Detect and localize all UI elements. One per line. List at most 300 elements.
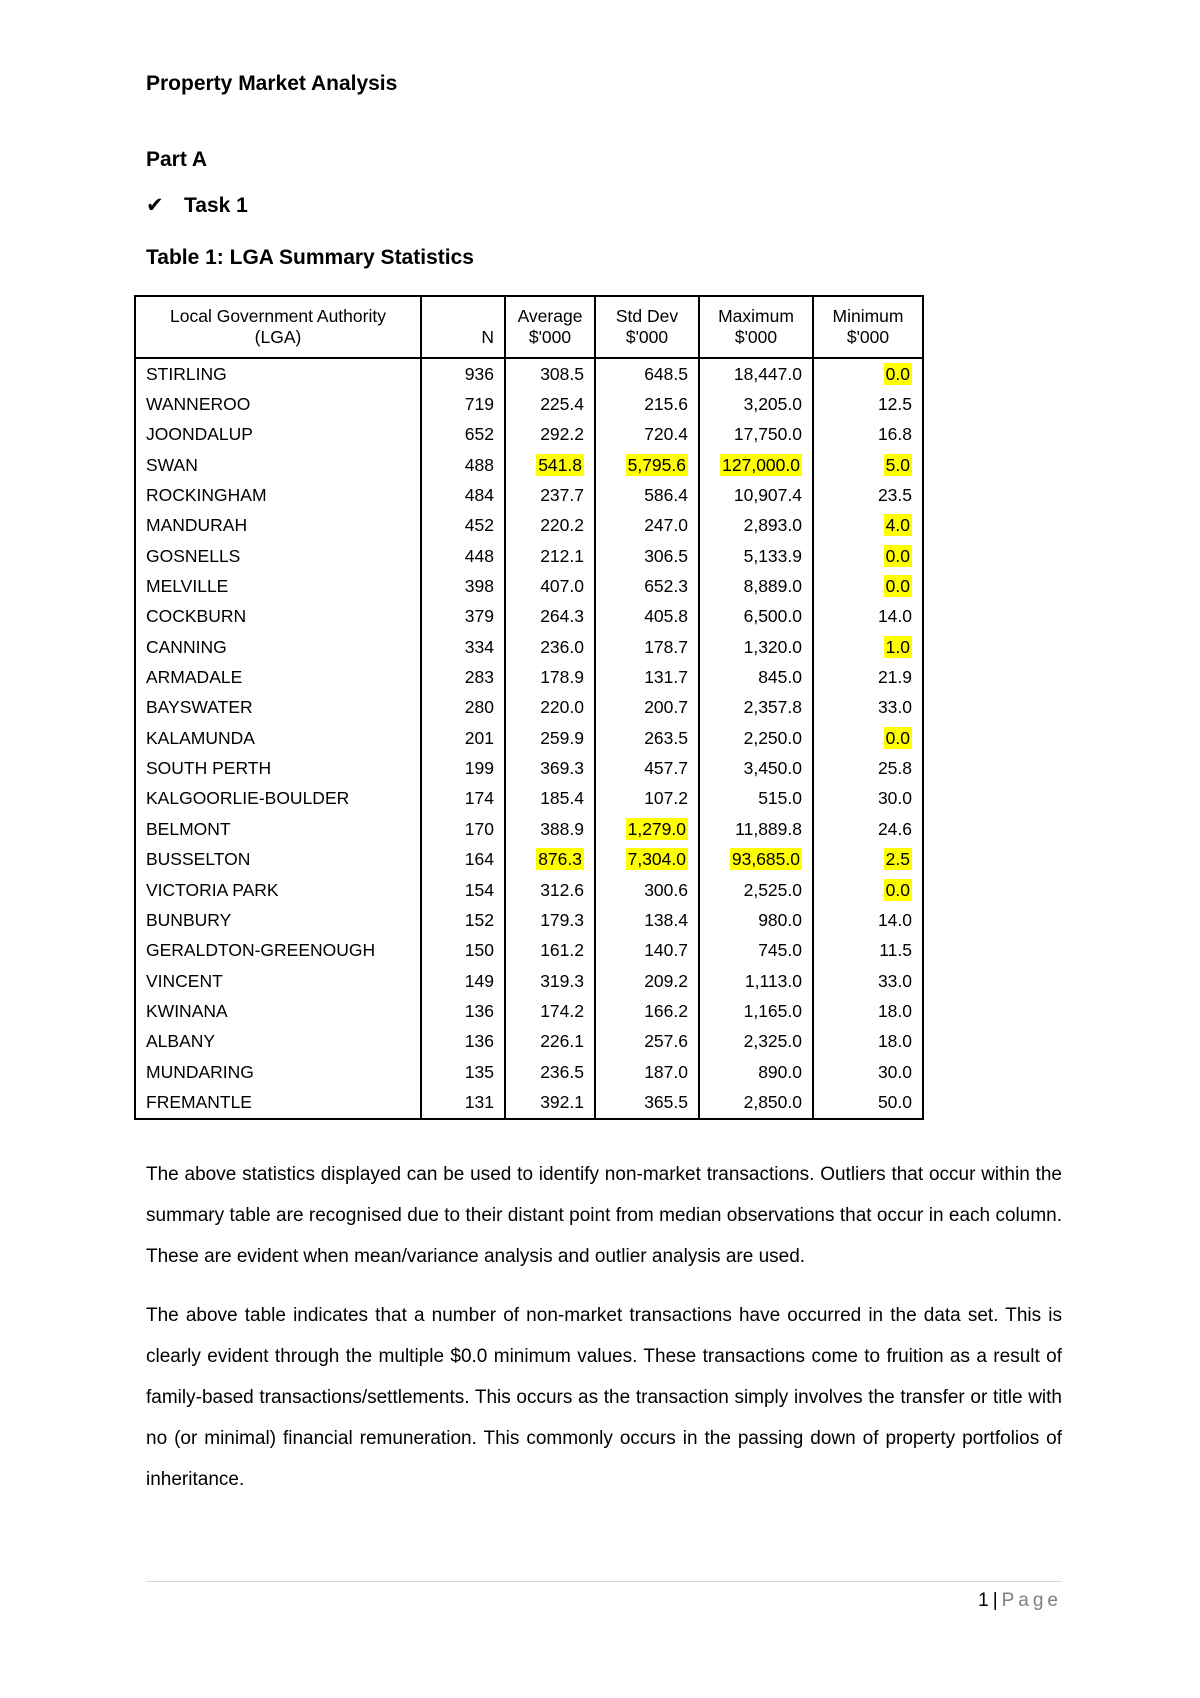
cell-lga bbox=[135, 784, 421, 814]
cell-minimum bbox=[813, 632, 923, 662]
cell-maximum-value: 745.0 bbox=[758, 940, 802, 961]
cell-average bbox=[505, 1027, 595, 1057]
cell-n bbox=[421, 480, 505, 510]
cell-average bbox=[505, 389, 595, 419]
cell-minimum-value: 30.0 bbox=[877, 788, 912, 809]
page-label: Page bbox=[1001, 1590, 1062, 1611]
cell-maximum-value: 11,889.8 bbox=[735, 818, 802, 839]
cell-n bbox=[421, 1087, 505, 1118]
cell-average bbox=[505, 723, 595, 753]
cell-maximum-value: 17,750.0 bbox=[733, 424, 802, 445]
table-row bbox=[135, 693, 923, 723]
cell-std-dev bbox=[595, 358, 699, 389]
cell-minimum bbox=[813, 358, 923, 389]
cell-n bbox=[421, 541, 505, 571]
part-heading: Part A bbox=[146, 148, 208, 171]
cell-maximum-value: 2,357.8 bbox=[743, 697, 802, 718]
cell-maximum bbox=[699, 936, 813, 966]
cell-minimum-value: 12.5 bbox=[877, 394, 912, 415]
cell-maximum bbox=[699, 693, 813, 723]
cell-lga-value: WANNEROO bbox=[146, 394, 251, 415]
cell-average-value: 174.2 bbox=[540, 1000, 584, 1021]
table-row bbox=[135, 784, 923, 814]
cell-lga bbox=[135, 602, 421, 632]
lga-summary-table bbox=[134, 295, 924, 1120]
cell-n-value: 136 bbox=[464, 1031, 494, 1052]
cell-minimum-value: 50.0 bbox=[877, 1091, 912, 1112]
cell-std-dev-value: 247.0 bbox=[644, 515, 688, 536]
header-average-unit: $'000 bbox=[505, 327, 595, 358]
cell-minimum bbox=[813, 541, 923, 571]
cell-average-value: 876.3 bbox=[538, 849, 582, 870]
cell-n bbox=[421, 602, 505, 632]
task-heading bbox=[146, 193, 248, 218]
cell-maximum bbox=[699, 571, 813, 601]
table-header-row bbox=[135, 296, 923, 327]
cell-average-value: 178.9 bbox=[540, 667, 584, 688]
cell-n bbox=[421, 996, 505, 1026]
cell-average-value: 226.1 bbox=[540, 1031, 584, 1052]
cell-average bbox=[505, 693, 595, 723]
cell-n-value: 131 bbox=[464, 1091, 494, 1112]
cell-lga-value: ALBANY bbox=[146, 1031, 216, 1052]
cell-std-dev-value: 209.2 bbox=[644, 970, 688, 991]
cell-average bbox=[505, 420, 595, 450]
cell-n bbox=[421, 1057, 505, 1087]
cell-maximum-value: 1,320.0 bbox=[743, 636, 802, 657]
cell-std-dev-value: 200.7 bbox=[644, 697, 688, 718]
cell-average bbox=[505, 996, 595, 1026]
cell-lga bbox=[135, 632, 421, 662]
cell-std-dev-value: 215.6 bbox=[644, 394, 688, 415]
cell-lga bbox=[135, 571, 421, 601]
header-lga-abbrev: (LGA) bbox=[135, 327, 421, 358]
cell-average bbox=[505, 450, 595, 480]
table-row bbox=[135, 662, 923, 692]
cell-n bbox=[421, 693, 505, 723]
cell-n-value: 452 bbox=[464, 515, 494, 536]
cell-minimum-value: 24.6 bbox=[877, 818, 912, 839]
cell-minimum-value: 18.0 bbox=[877, 1031, 912, 1052]
cell-lga-value: KALAMUNDA bbox=[146, 727, 255, 748]
cell-lga bbox=[135, 1057, 421, 1087]
cell-std-dev-value: 405.8 bbox=[644, 606, 688, 627]
cell-minimum bbox=[813, 1087, 923, 1118]
cell-lga bbox=[135, 936, 421, 966]
table-row bbox=[135, 905, 923, 935]
cell-minimum-value: 1.0 bbox=[885, 636, 910, 657]
cell-std-dev-value: 5,795.6 bbox=[627, 454, 686, 475]
cell-average bbox=[505, 571, 595, 601]
cell-lga-value: FREMANTLE bbox=[146, 1091, 252, 1112]
cell-lga bbox=[135, 845, 421, 875]
cell-minimum-value: 0.0 bbox=[885, 727, 910, 748]
cell-average bbox=[505, 632, 595, 662]
table-row bbox=[135, 511, 923, 541]
cell-std-dev-value: 263.5 bbox=[644, 727, 688, 748]
cell-maximum-value: 515.0 bbox=[758, 788, 802, 809]
cell-minimum bbox=[813, 693, 923, 723]
cell-n-value: 379 bbox=[464, 606, 494, 627]
cell-average-value: 161.2 bbox=[540, 940, 584, 961]
cell-std-dev bbox=[595, 814, 699, 844]
cell-average-value: 308.5 bbox=[540, 363, 584, 384]
cell-minimum bbox=[813, 996, 923, 1026]
cell-std-dev-value: 178.7 bbox=[644, 636, 688, 657]
cell-minimum-value: 0.0 bbox=[885, 363, 910, 384]
cell-std-dev-value: 131.7 bbox=[644, 667, 688, 688]
cell-lga bbox=[135, 693, 421, 723]
cell-std-dev bbox=[595, 875, 699, 905]
cell-average bbox=[505, 1057, 595, 1087]
cell-std-dev-value: 1,279.0 bbox=[627, 818, 686, 839]
header-lga: Local Government Authority bbox=[135, 296, 421, 327]
cell-average bbox=[505, 541, 595, 571]
cell-maximum-value: 2,525.0 bbox=[743, 879, 802, 900]
cell-minimum bbox=[813, 662, 923, 692]
cell-maximum bbox=[699, 966, 813, 996]
cell-lga-value: STIRLING bbox=[146, 363, 227, 384]
header-std-dev-unit: $'000 bbox=[595, 327, 699, 358]
cell-std-dev bbox=[595, 905, 699, 935]
cell-n bbox=[421, 875, 505, 905]
footer-separator: | bbox=[992, 1590, 998, 1611]
cell-std-dev bbox=[595, 632, 699, 662]
cell-maximum-value: 3,450.0 bbox=[743, 758, 802, 779]
page-number: 1 bbox=[978, 1590, 989, 1611]
table-header-row-units bbox=[135, 327, 923, 358]
cell-lga-value: KALGOORLIE-BOULDER bbox=[146, 788, 350, 809]
page-footer bbox=[146, 1590, 1062, 1612]
cell-std-dev bbox=[595, 389, 699, 419]
cell-n-value: 135 bbox=[464, 1061, 494, 1082]
cell-std-dev bbox=[595, 753, 699, 783]
cell-average-value: 179.3 bbox=[540, 909, 584, 930]
cell-average-value: 264.3 bbox=[540, 606, 584, 627]
cell-n-value: 150 bbox=[464, 940, 494, 961]
cell-maximum bbox=[699, 511, 813, 541]
cell-maximum bbox=[699, 1027, 813, 1057]
cell-average bbox=[505, 662, 595, 692]
task-label: Task 1 bbox=[184, 194, 248, 217]
cell-lga-value: BELMONT bbox=[146, 818, 231, 839]
cell-average bbox=[505, 1087, 595, 1118]
table-row bbox=[135, 966, 923, 996]
cell-minimum bbox=[813, 602, 923, 632]
cell-n-value: 174 bbox=[464, 788, 494, 809]
cell-n-value: 199 bbox=[464, 758, 494, 779]
cell-minimum bbox=[813, 936, 923, 966]
cell-maximum bbox=[699, 358, 813, 389]
cell-average bbox=[505, 511, 595, 541]
cell-n-value: 283 bbox=[464, 667, 494, 688]
cell-n-value: 170 bbox=[464, 818, 494, 839]
cell-minimum-value: 18.0 bbox=[877, 1000, 912, 1021]
cell-minimum-value: 0.0 bbox=[885, 545, 910, 566]
cell-n-value: 484 bbox=[464, 485, 494, 506]
cell-minimum bbox=[813, 571, 923, 601]
cell-n-value: 149 bbox=[464, 970, 494, 991]
cell-lga-value: ROCKINGHAM bbox=[146, 485, 267, 506]
cell-std-dev bbox=[595, 784, 699, 814]
cell-minimum-value: 21.9 bbox=[877, 667, 912, 688]
cell-lga bbox=[135, 723, 421, 753]
cell-lga bbox=[135, 511, 421, 541]
cell-lga bbox=[135, 358, 421, 389]
cell-maximum bbox=[699, 602, 813, 632]
cell-n-value: 719 bbox=[464, 394, 494, 415]
table-row bbox=[135, 420, 923, 450]
cell-std-dev bbox=[595, 602, 699, 632]
cell-lga bbox=[135, 905, 421, 935]
cell-n bbox=[421, 784, 505, 814]
cell-maximum bbox=[699, 662, 813, 692]
cell-lga bbox=[135, 1087, 421, 1118]
cell-n bbox=[421, 358, 505, 389]
cell-lga bbox=[135, 996, 421, 1026]
cell-minimum bbox=[813, 966, 923, 996]
header-std-dev: Std Dev bbox=[595, 296, 699, 327]
cell-n-value: 154 bbox=[464, 879, 494, 900]
table-row bbox=[135, 541, 923, 571]
cell-maximum bbox=[699, 450, 813, 480]
cell-minimum-value: 25.8 bbox=[877, 758, 912, 779]
cell-n-value: 488 bbox=[464, 454, 494, 475]
cell-n bbox=[421, 632, 505, 662]
cell-minimum-value: 33.0 bbox=[877, 970, 912, 991]
cell-maximum bbox=[699, 784, 813, 814]
cell-n bbox=[421, 723, 505, 753]
cell-std-dev-value: 652.3 bbox=[644, 576, 688, 597]
cell-lga-value: BAYSWATER bbox=[146, 697, 253, 718]
cell-maximum bbox=[699, 420, 813, 450]
cell-average bbox=[505, 905, 595, 935]
cell-minimum bbox=[813, 784, 923, 814]
cell-std-dev-value: 300.6 bbox=[644, 879, 688, 900]
cell-average bbox=[505, 936, 595, 966]
cell-average bbox=[505, 845, 595, 875]
cell-minimum bbox=[813, 845, 923, 875]
cell-minimum-value: 5.0 bbox=[885, 454, 910, 475]
cell-maximum bbox=[699, 632, 813, 662]
cell-std-dev bbox=[595, 1087, 699, 1118]
cell-std-dev-value: 138.4 bbox=[644, 909, 688, 930]
cell-n-value: 136 bbox=[464, 1000, 494, 1021]
cell-n bbox=[421, 511, 505, 541]
cell-lga-value: CANNING bbox=[146, 636, 227, 657]
cell-average-value: 220.0 bbox=[540, 697, 584, 718]
cell-minimum-value: 0.0 bbox=[885, 879, 910, 900]
cell-average-value: 212.1 bbox=[540, 545, 584, 566]
footer-divider bbox=[146, 1581, 1062, 1582]
table-row bbox=[135, 632, 923, 662]
cell-maximum bbox=[699, 875, 813, 905]
cell-lga bbox=[135, 389, 421, 419]
cell-minimum bbox=[813, 1027, 923, 1057]
cell-n-value: 152 bbox=[464, 909, 494, 930]
cell-maximum-value: 18,447.0 bbox=[733, 363, 802, 384]
cell-minimum-value: 14.0 bbox=[877, 606, 912, 627]
cell-maximum-value: 127,000.0 bbox=[722, 454, 800, 475]
cell-average bbox=[505, 875, 595, 905]
cell-maximum-value: 2,850.0 bbox=[743, 1091, 802, 1112]
cell-average bbox=[505, 814, 595, 844]
cell-lga bbox=[135, 814, 421, 844]
cell-minimum bbox=[813, 420, 923, 450]
cell-minimum-value: 4.0 bbox=[885, 515, 910, 536]
cell-maximum bbox=[699, 389, 813, 419]
table-row bbox=[135, 845, 923, 875]
cell-lga-value: SOUTH PERTH bbox=[146, 758, 272, 779]
cell-n bbox=[421, 662, 505, 692]
cell-average-value: 236.0 bbox=[540, 636, 584, 657]
table-row bbox=[135, 571, 923, 601]
table-row bbox=[135, 1027, 923, 1057]
cell-n-value: 936 bbox=[464, 363, 494, 384]
cell-lga-value: GERALDTON-GREENOUGH bbox=[146, 940, 376, 961]
cell-minimum bbox=[813, 814, 923, 844]
cell-n-value: 334 bbox=[464, 636, 494, 657]
cell-std-dev-value: 7,304.0 bbox=[627, 849, 686, 870]
header-n-top bbox=[421, 296, 505, 327]
cell-std-dev bbox=[595, 996, 699, 1026]
cell-lga-value: MELVILLE bbox=[146, 576, 229, 597]
cell-average-value: 369.3 bbox=[540, 758, 584, 779]
cell-average-value: 407.0 bbox=[540, 576, 584, 597]
cell-std-dev bbox=[595, 511, 699, 541]
table-body bbox=[135, 358, 923, 1119]
table-row bbox=[135, 389, 923, 419]
table-row bbox=[135, 723, 923, 753]
table-row bbox=[135, 814, 923, 844]
cell-maximum bbox=[699, 1087, 813, 1118]
cell-lga-value: MANDURAH bbox=[146, 515, 248, 536]
cell-lga-value: GOSNELLS bbox=[146, 545, 241, 566]
cell-minimum-value: 23.5 bbox=[877, 485, 912, 506]
table-row bbox=[135, 1057, 923, 1087]
cell-maximum-value: 1,113.0 bbox=[744, 970, 802, 991]
table-row bbox=[135, 753, 923, 783]
cell-lga-value: BUNBURY bbox=[146, 909, 232, 930]
cell-lga bbox=[135, 1027, 421, 1057]
cell-maximum bbox=[699, 845, 813, 875]
cell-n bbox=[421, 905, 505, 935]
cell-average-value: 388.9 bbox=[540, 818, 584, 839]
cell-std-dev bbox=[595, 1027, 699, 1057]
cell-maximum-value: 2,250.0 bbox=[743, 727, 802, 748]
cell-minimum bbox=[813, 753, 923, 783]
table-row bbox=[135, 602, 923, 632]
cell-minimum bbox=[813, 450, 923, 480]
table-title: Table 1: LGA Summary Statistics bbox=[146, 246, 474, 269]
cell-n bbox=[421, 753, 505, 783]
cell-n-value: 201 bbox=[464, 727, 494, 748]
cell-maximum bbox=[699, 1057, 813, 1087]
cell-average bbox=[505, 358, 595, 389]
cell-average-value: 220.2 bbox=[540, 515, 584, 536]
cell-n-value: 398 bbox=[464, 576, 494, 597]
cell-maximum-value: 2,325.0 bbox=[743, 1031, 802, 1052]
cell-std-dev bbox=[595, 571, 699, 601]
cell-minimum bbox=[813, 875, 923, 905]
cell-std-dev bbox=[595, 662, 699, 692]
table-row bbox=[135, 358, 923, 389]
cell-maximum bbox=[699, 723, 813, 753]
cell-average-value: 392.1 bbox=[540, 1091, 584, 1112]
cell-std-dev bbox=[595, 541, 699, 571]
table-row bbox=[135, 1087, 923, 1118]
cell-average bbox=[505, 784, 595, 814]
cell-minimum bbox=[813, 480, 923, 510]
cell-std-dev bbox=[595, 420, 699, 450]
cell-lga bbox=[135, 875, 421, 905]
cell-std-dev bbox=[595, 966, 699, 996]
cell-minimum bbox=[813, 389, 923, 419]
cell-maximum bbox=[699, 753, 813, 783]
table-row bbox=[135, 936, 923, 966]
cell-maximum-value: 5,133.9 bbox=[743, 545, 802, 566]
cell-n-value: 280 bbox=[464, 697, 494, 718]
cell-lga-value: VICTORIA PARK bbox=[146, 879, 279, 900]
cell-n bbox=[421, 936, 505, 966]
table-row bbox=[135, 450, 923, 480]
table-row bbox=[135, 996, 923, 1026]
cell-n-value: 652 bbox=[464, 424, 494, 445]
analysis-paragraph-1: The above statistics displayed can be used to identify non-market transactions. Outliers that occur within the summary table are recognised due to their distant point from median observations that occur in each column. These are evident when mean/variance analysis and outlier analysis are used. bbox=[146, 1164, 1062, 1267]
cell-n bbox=[421, 966, 505, 996]
cell-average-value: 292.2 bbox=[540, 424, 584, 445]
cell-std-dev-value: 586.4 bbox=[644, 485, 688, 506]
cell-average bbox=[505, 480, 595, 510]
cell-std-dev bbox=[595, 936, 699, 966]
cell-n-value: 448 bbox=[464, 545, 494, 566]
cell-lga-value: ARMADALE bbox=[146, 667, 243, 688]
cell-maximum-value: 8,889.0 bbox=[743, 576, 802, 597]
cell-std-dev-value: 140.7 bbox=[644, 940, 688, 961]
cell-average bbox=[505, 966, 595, 996]
cell-maximum-value: 1,165.0 bbox=[743, 1000, 802, 1021]
cell-average-value: 541.8 bbox=[538, 454, 582, 475]
cell-average-value: 319.3 bbox=[540, 970, 584, 991]
cell-n bbox=[421, 389, 505, 419]
cell-maximum bbox=[699, 814, 813, 844]
cell-std-dev-value: 457.7 bbox=[644, 758, 688, 779]
cell-std-dev bbox=[595, 693, 699, 723]
cell-n bbox=[421, 845, 505, 875]
cell-std-dev-value: 166.2 bbox=[644, 1000, 688, 1021]
cell-lga bbox=[135, 966, 421, 996]
cell-lga bbox=[135, 753, 421, 783]
cell-average bbox=[505, 753, 595, 783]
cell-maximum-value: 10,907.4 bbox=[733, 485, 802, 506]
cell-std-dev-value: 648.5 bbox=[644, 363, 688, 384]
cell-average-value: 236.5 bbox=[540, 1061, 584, 1082]
cell-lga-value: VINCENT bbox=[146, 970, 223, 991]
cell-lga-value: KWINANA bbox=[146, 1000, 228, 1021]
cell-maximum-value: 2,893.0 bbox=[743, 515, 802, 536]
cell-std-dev bbox=[595, 1057, 699, 1087]
header-n: N bbox=[421, 327, 505, 358]
cell-n bbox=[421, 450, 505, 480]
table-row bbox=[135, 875, 923, 905]
cell-lga bbox=[135, 450, 421, 480]
cell-std-dev-value: 365.5 bbox=[644, 1091, 688, 1112]
cell-n bbox=[421, 1027, 505, 1057]
checkmark-icon: ✔ bbox=[146, 194, 164, 217]
cell-std-dev-value: 306.5 bbox=[644, 545, 688, 566]
cell-std-dev-value: 720.4 bbox=[644, 424, 688, 445]
cell-maximum bbox=[699, 905, 813, 935]
